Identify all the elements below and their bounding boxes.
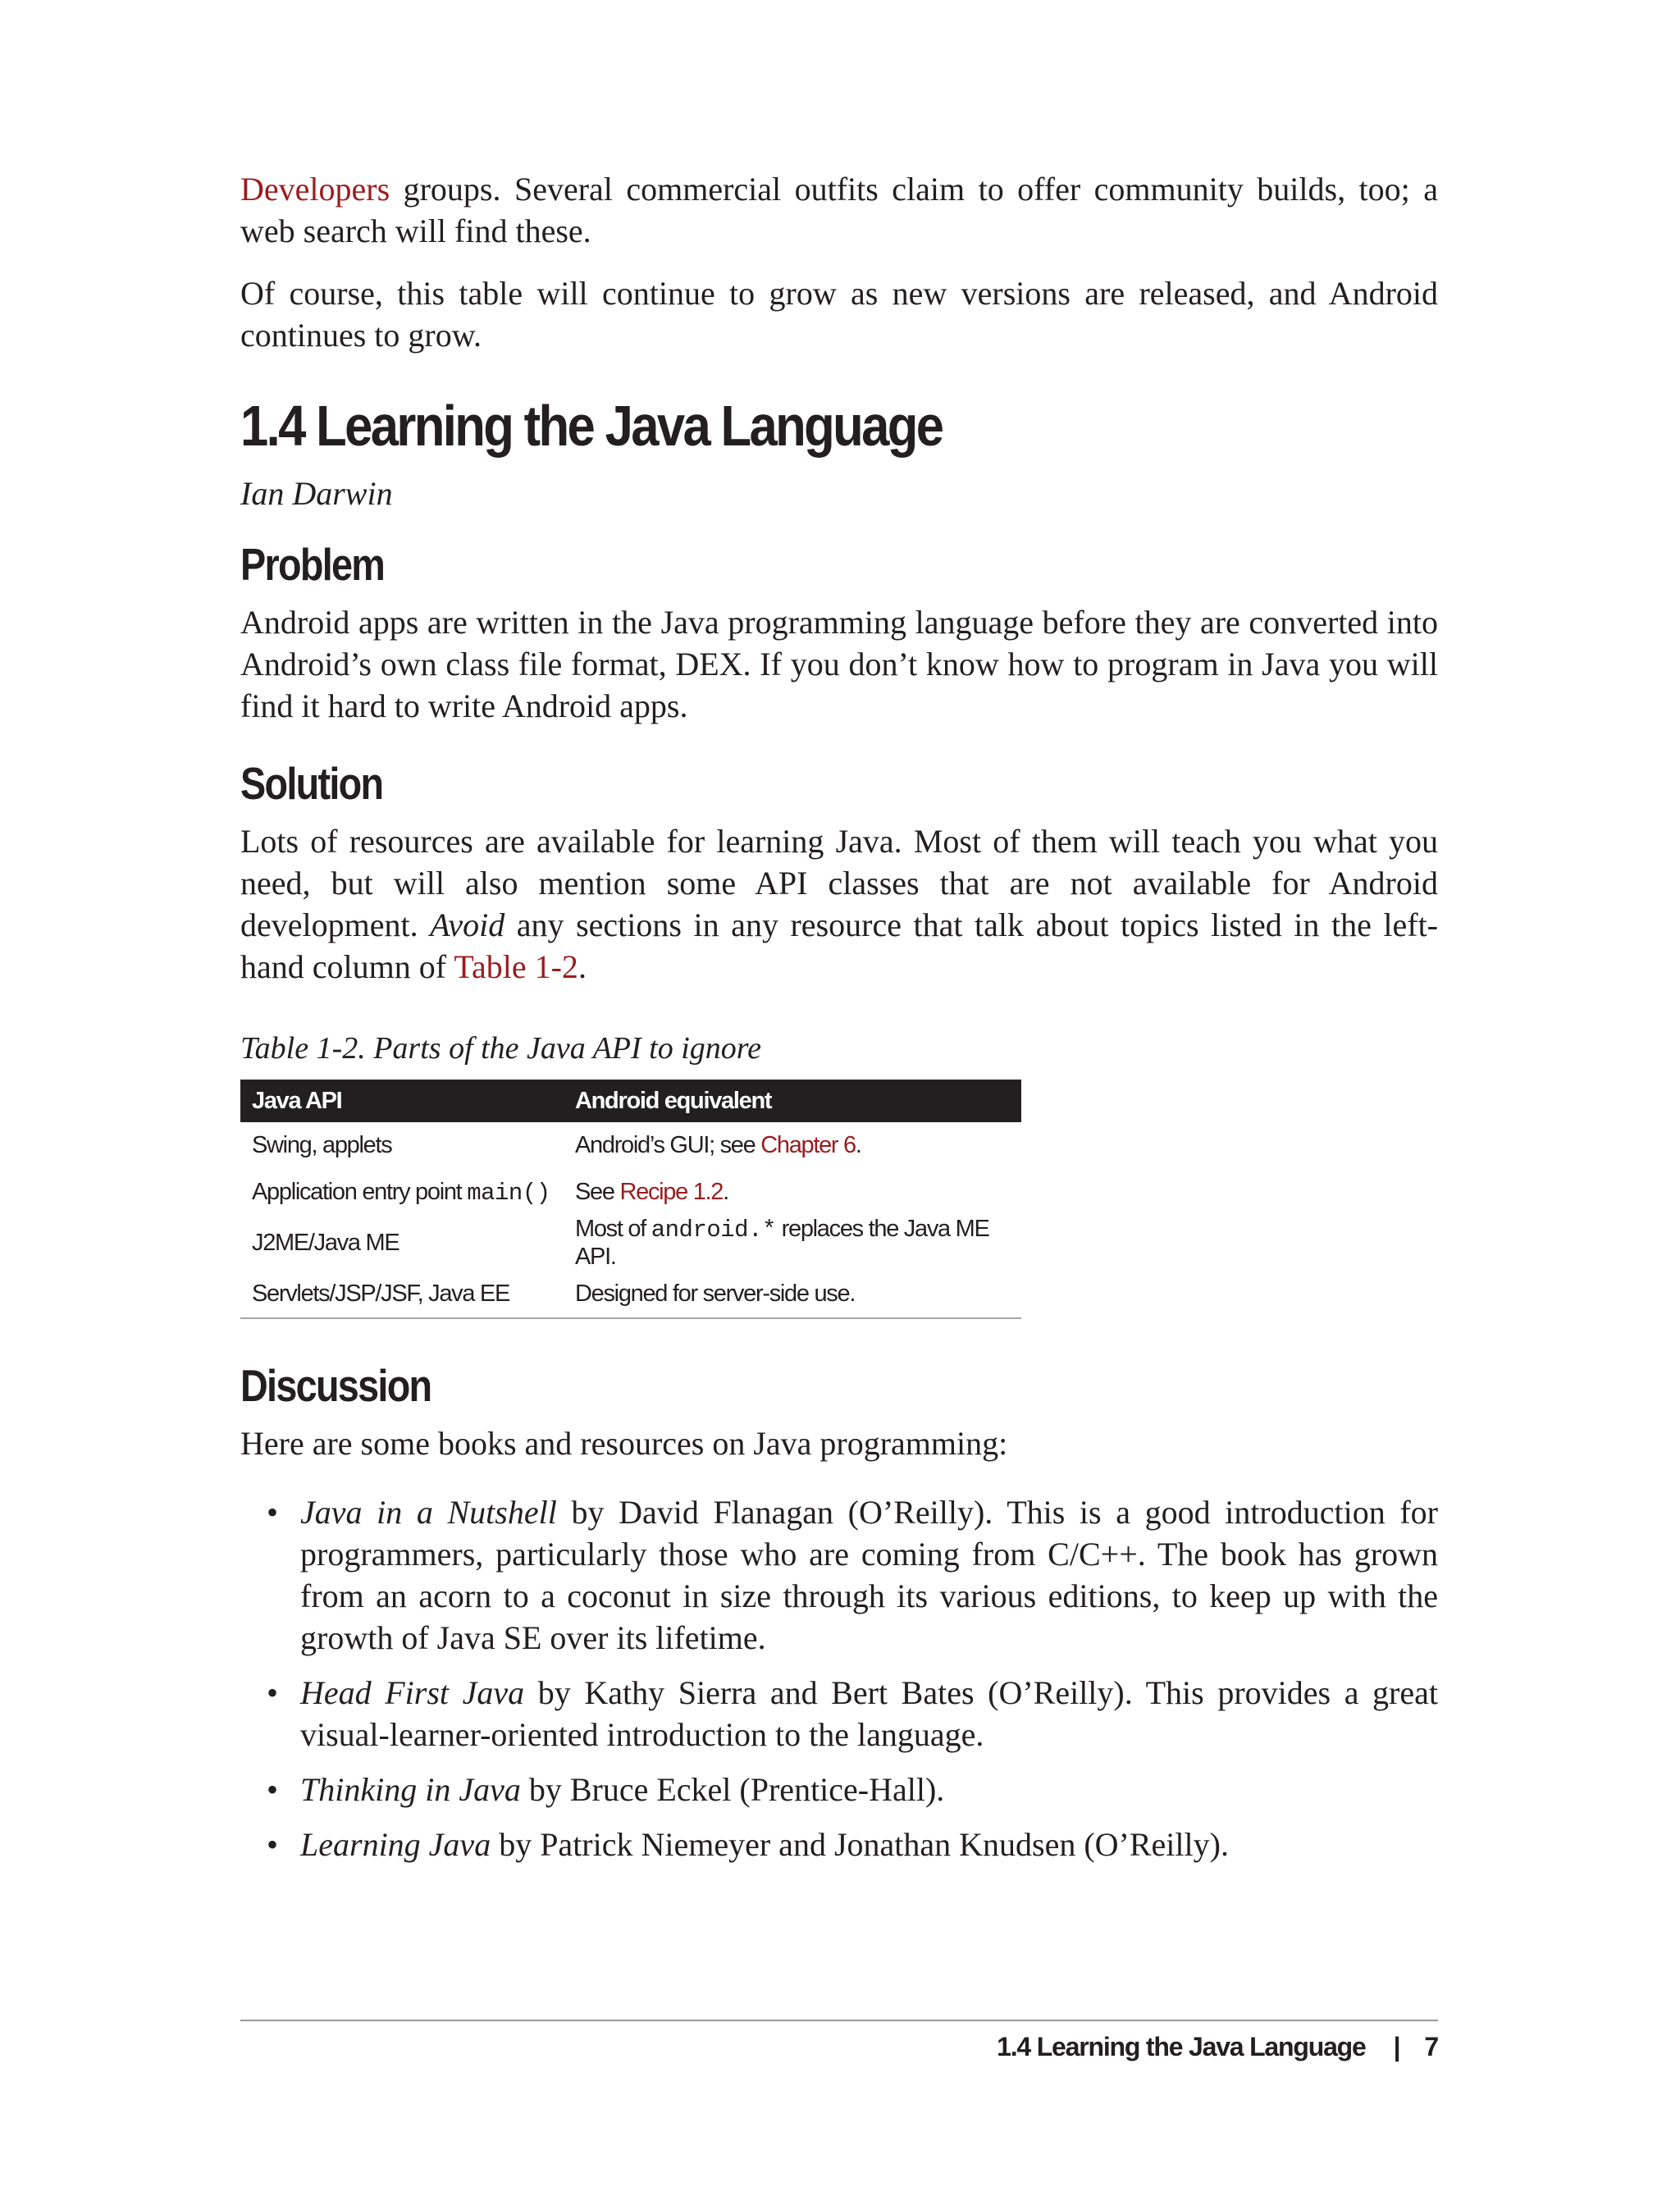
table-row <box>240 1216 1021 1271</box>
table-caption: Table 1-2. Parts of the Java API to ignore <box>240 1031 762 1066</box>
cell-text: . <box>855 1132 861 1158</box>
recipe-1-2-link[interactable]: Recipe 1.2 <box>619 1179 724 1205</box>
cell-text: replaces the Java ME API. <box>575 1216 989 1270</box>
cell-text: . <box>723 1179 728 1205</box>
bullet-icon: • <box>267 1674 279 1711</box>
cell-text: See <box>575 1179 620 1205</box>
solution-heading: Solution <box>240 758 383 809</box>
list-item <box>240 1672 1438 1755</box>
bullet-icon: • <box>267 1826 279 1863</box>
table-cell: J2ME/Java ME <box>252 1230 399 1256</box>
cell-text: Most of <box>575 1216 651 1242</box>
table-cell <box>564 1216 1021 1271</box>
table-row <box>240 1169 1021 1216</box>
code-android: android.* <box>651 1217 776 1244</box>
intro-paragraph-1-text: groups. Several commercial outfits claim to offer community builds, too; a web search will find these. <box>240 171 1438 249</box>
list-item <box>240 1769 1438 1810</box>
problem-heading: Problem <box>240 539 385 590</box>
solution-text-part-1: Lots of resources are available for learning Java. Most of them will teach you what you need, but will also mention some API classes that are not available for Android development. <box>240 823 1438 943</box>
table-cell <box>564 1122 1021 1169</box>
discussion-intro: Here are some books and resources on Java programming: <box>240 1425 1008 1462</box>
code-main: main() <box>467 1179 550 1207</box>
footer-divider <box>240 2020 1438 2021</box>
bullet-icon: • <box>267 1771 279 1808</box>
book-title: Java in a Nutshell <box>300 1494 557 1531</box>
list-item <box>240 1824 1438 1865</box>
table-row <box>240 1122 1021 1169</box>
discussion-heading: Discussion <box>240 1360 431 1411</box>
table-header-row <box>240 1080 1021 1122</box>
table-cell: Swing, applets <box>252 1132 392 1158</box>
book-description: by Patrick Niemeyer and Jonathan Knudsen (O’Reilly). <box>491 1826 1229 1863</box>
page-number: 7 <box>1424 2032 1438 2061</box>
book-description: by Kathy Sierra and Bert Bates (O’Reilly). This provides a great visual-learner-oriented introduction to the language. <box>300 1674 1438 1753</box>
cell-text: Android’s GUI; see <box>575 1132 761 1158</box>
page-content <box>240 168 1438 1879</box>
book-title: Head First Java <box>300 1674 525 1711</box>
developers-link[interactable]: Developers <box>240 171 390 208</box>
section-author: Ian Darwin <box>240 475 393 512</box>
table-cell <box>240 1169 564 1216</box>
book-description: by David Flanagan (O’Reilly). This is a good introduction for programmers, particularly those who are coming from C/C++. The book has grown from an acorn to a coconut in size through its various editions, to keep up with the growth of Java SE over its lifetime. <box>300 1494 1438 1656</box>
book-list <box>240 1491 1438 1865</box>
table-1-2-link[interactable]: Table 1-2 <box>454 948 578 985</box>
intro-paragraph-2: Of course, this table will continue to grow as new versions are released, and Android continues to grow. <box>240 275 1438 354</box>
table-header-android-equivalent: Android equivalent <box>564 1080 1021 1122</box>
solution-text <box>240 820 1438 988</box>
footer-section-title: 1.4 Learning the Java Language <box>997 2032 1366 2061</box>
footer-separator: | <box>1393 2032 1400 2061</box>
table-row <box>240 1271 1021 1318</box>
solution-text-end: . <box>578 948 587 985</box>
book-title: Learning Java <box>300 1826 491 1863</box>
book-description: by Bruce Eckel (Prentice-Hall). <box>520 1771 945 1808</box>
table-cell: Designed for server-side use. <box>575 1281 856 1307</box>
solution-avoid-emphasis: Avoid <box>430 906 505 943</box>
cell-text: Application entry point <box>252 1178 468 1205</box>
intro-paragraph-1 <box>240 168 1438 252</box>
section-title: 1.4 Learning the Java Language <box>240 394 943 458</box>
table-cell: Servlets/JSP/JSF, Java EE <box>252 1281 510 1307</box>
table-cell <box>564 1169 1021 1216</box>
table-header-java-api: Java API <box>240 1080 564 1122</box>
list-item <box>240 1491 1438 1659</box>
solution-text-part-2: any sections in any resource that talk about topics listed in the left-hand column of <box>240 906 1438 985</box>
problem-text: Android apps are written in the Java programming language before they are converted into Android’s own class file format, DEX. If you don’t know how to program in Java you will find it hard to write Android apps. <box>240 604 1438 724</box>
bullet-icon: • <box>267 1494 279 1531</box>
book-title: Thinking in Java <box>300 1771 521 1808</box>
chapter-6-link[interactable]: Chapter 6 <box>760 1132 856 1158</box>
java-api-table <box>240 1080 1021 1319</box>
page-footer <box>997 2030 1438 2063</box>
